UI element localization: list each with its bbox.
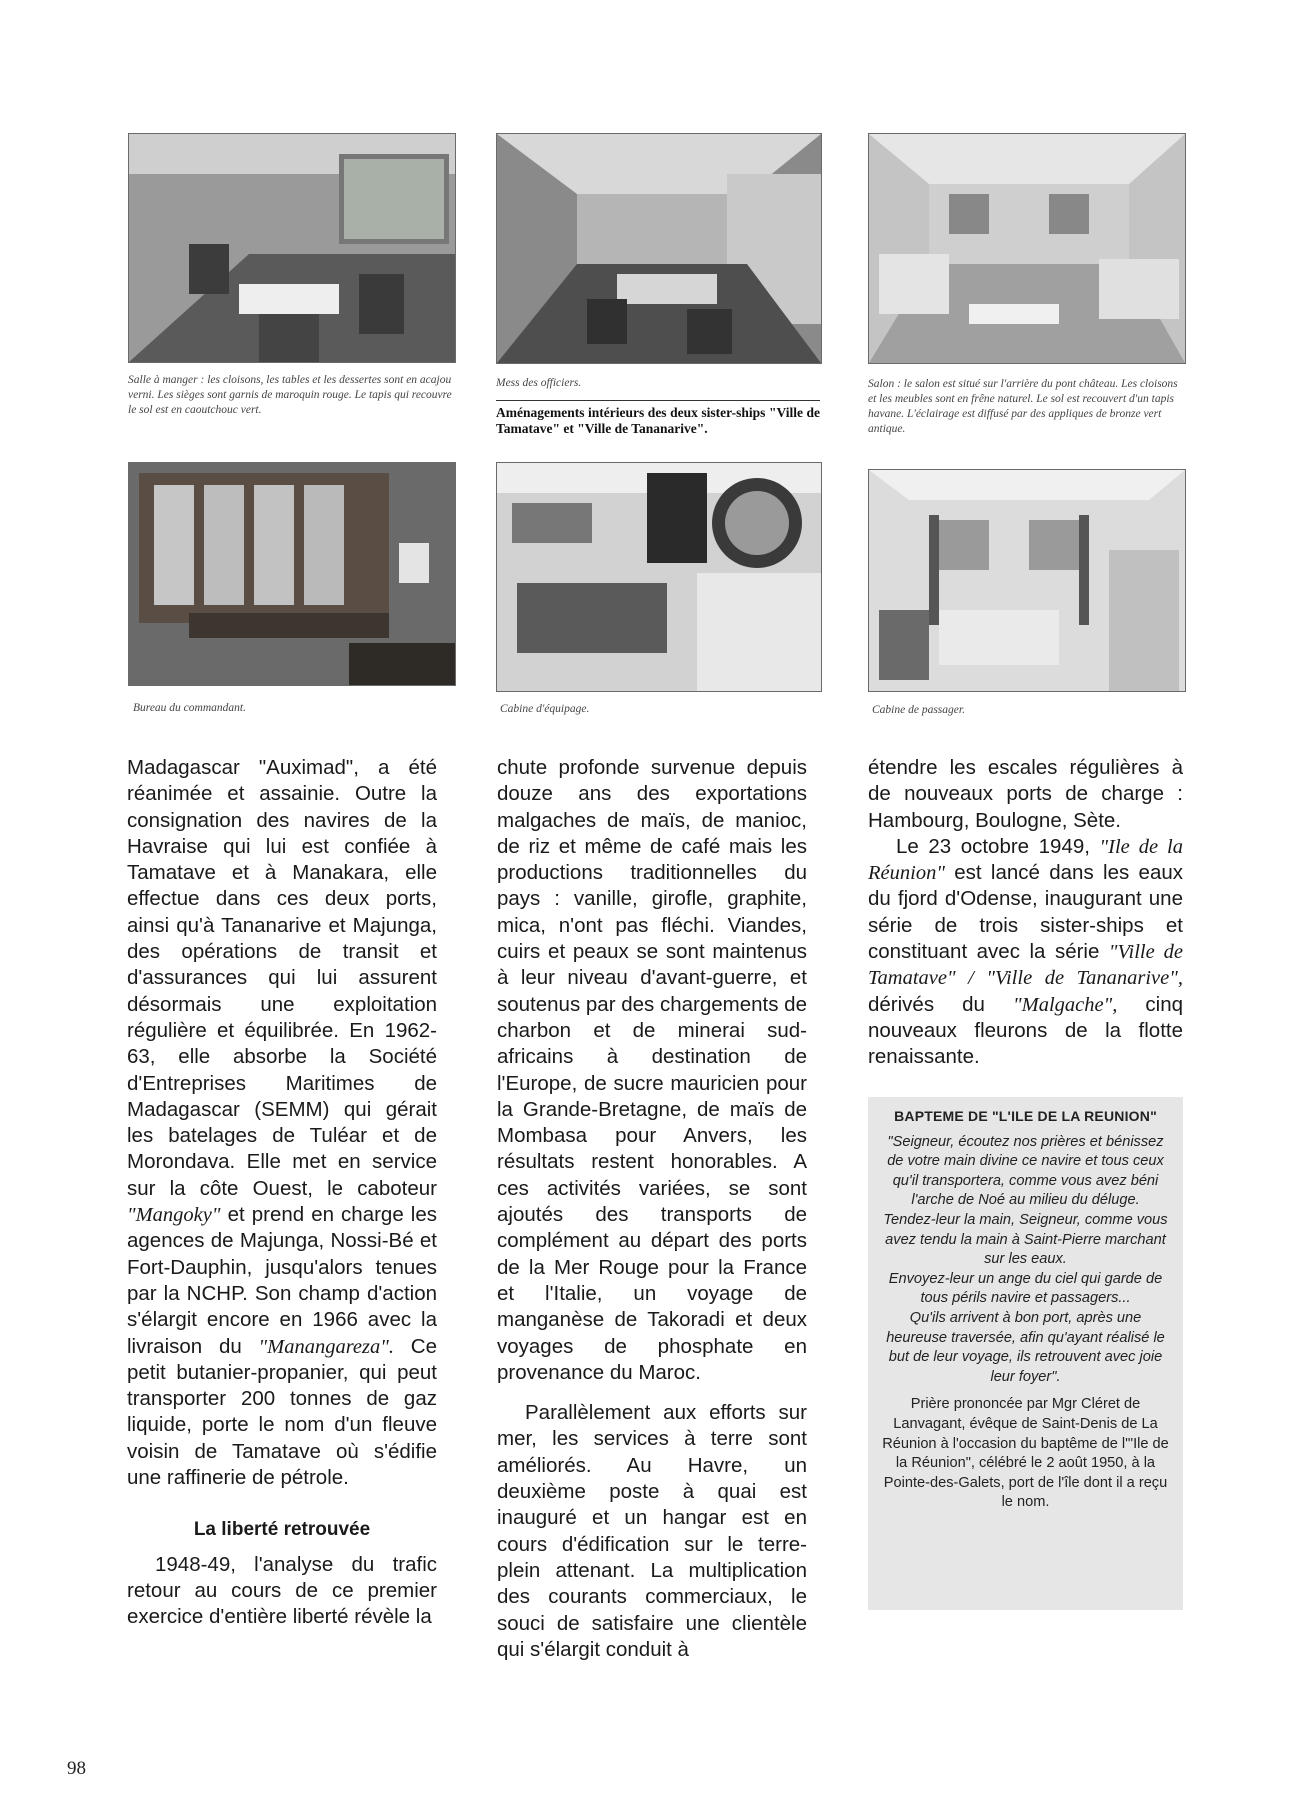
photo-caption-salon: Salon : le salon est situé sur l'arrière du pont château. Les cloisons et les meubles sont en frêne naturel. Le sol est recouvert d'un tapis havane. L'éclairage est diffusé par des appliques de bronze vert antique. <box>868 378 1178 435</box>
column3-text-b: est lancé dans les eaux du fjord d'Odense, inaugurant une série de trois sister-ships et constituant avec la série <box>868 861 1184 964</box>
ship-name-ile-de-la-reunion: "Ile de la Réunion" <box>868 835 1184 885</box>
ship-name-malgache: "Malgache", <box>1013 993 1118 1016</box>
column3-paragraph-2 <box>868 834 1183 1071</box>
prayer-line-4: Qu'ils arrivent à bon port, après une heureuse traversée, afin qu'ayant réalisé le but de leur voyage, ils retrouvent avec joie leur foyer". <box>886 1309 1165 1385</box>
column1-paragraph <box>127 755 437 1491</box>
box-title: BAPTEME DE "L'ILE DE LA REUNION" <box>894 1108 1157 1124</box>
page-number: 98 <box>67 1758 86 1779</box>
photo-crew-cabin <box>496 462 822 692</box>
text-column-2 <box>497 755 807 1663</box>
photo-caption-officers-mess: Mess des officiers. <box>496 377 582 389</box>
photo-salon <box>868 133 1186 364</box>
column3-paragraph-1: étendre les escales régulières à de nouveaux ports de charge : Hambourg, Boulogne, Sète. <box>868 756 1183 832</box>
photo-caption-dining-room: Salle à manger : les cloisons, les tables et les dessertes sont en acajou verni. Les sièges sont garnis de maroquin rouge. Le tapis qui recouvre le sol est en caoutchouc vert. <box>128 374 452 416</box>
photo-caption-passenger-cabin: Cabine de passager. <box>872 704 965 716</box>
prayer-line-3: Envoyez-leur un ange du ciel qui garde de tous périls navire et passagers... <box>888 1270 1163 1307</box>
ship-name-mangoky: "Mangoky" <box>127 1204 221 1227</box>
column1-text-b: et prend en charge les agences de Majunga, Nossi-Bé et Fort-Dauphin, jusqu'alors tenues par la NCHP. Son champ d'action s'élargit encore en 1966 avec la livraison du <box>127 1203 437 1358</box>
column3-text-a: Le 23 octobre 1949, <box>896 834 1090 858</box>
prayer-attribution: Prière prononcée par Mgr Cléret de Lanvagant, évêque de Saint-Denis de La Réunion à l'occasion du baptême de l'"Ile de la Réunion", célébré le 2 août 1950, à la Pointe-des-Galets, port de l'île dont il a reçu le nom. <box>882 1396 1169 1511</box>
photo-captain-office <box>128 462 456 686</box>
text-column-1 <box>127 755 437 1631</box>
text-column-3 <box>868 755 1183 1071</box>
ship-name-ville-series: "Ville de Tamatave" / "Ville de Tananarive", <box>868 941 1183 990</box>
photo-officers-mess <box>496 133 822 364</box>
column1-text-a: Madagascar "Auximad", a été réanimée et assainie. Outre la consignation des navires de la Havraise qui lui est confiée à Tamatave et à Manakara, elle effectue dans ces deux ports, ainsi qu'à Tananarive et Majunga, des opérations de transit et d'assurances qui lui assurent désormais une exploitation régulière et équilibrée. En 1962-63, elle absorbe la Société d'Entreprises Maritimes de Madagascar (SEMM) qui gérait les batelages de Tuléar et de Morondava. Elle met en service sur la côte Ouest, le caboteur <box>127 756 437 1200</box>
column3-text-c: dérivés du <box>868 992 985 1016</box>
column3-text-d: cinq nouveaux fleurons de la flotte renaissante. <box>868 992 1183 1069</box>
photo-caption-captain-office: Bureau du commandant. <box>133 702 246 714</box>
baptism-prayer-box <box>868 1097 1183 1610</box>
photo-dining-room <box>128 133 456 363</box>
prayer-line-1: "Seigneur, écoutez nos prières et bénissez de votre main divine ce navire et tous ceux qu'il transportera, comme vous avez béni l'arche de Noé au milieu du déluge. <box>887 1133 1164 1209</box>
section-banner: Aménagements intérieurs des deux sister-ships "Ville de Tamatave" et "Ville de Tananarive". <box>496 400 820 437</box>
section-subheading: La liberté retrouvée <box>193 1519 371 1541</box>
prayer-line-2: Tendez-leur la main, Seigneur, comme vous avez tendu la main à Saint-Pierre marchant sur les eaux. <box>883 1211 1168 1268</box>
column1-text-c: Ce petit butanier-propanier, qui peut transporter 200 tonnes de gaz liquide, porte le nom d'un fleuve voisin de Tamatave où s'édifie une raffinerie de pétrole. <box>127 1334 437 1490</box>
column2-paragraph-2: Parallèlement aux efforts sur mer, les services à terre sont améliorés. Au Havre, un deuxième poste à quai est inauguré et un hangar est en cours d'édification sur le terre-plein attenant. La multiplication des courants commerciaux, le souci de satisfaire une clientèle qui s'élargit conduit à <box>497 1401 807 1661</box>
photo-caption-crew-cabin: Cabine d'équipage. <box>500 703 590 715</box>
column2-paragraph-1: chute profonde survenue depuis douze ans des exportations malgaches de maïs, de manioc, de riz et même de café mais les productions traditionnelles du pays : vanille, girofle, graphite, mica, n'ont pas fléchi. Viandes, cuirs et peaux se sont maintenus à leur niveau d'avant-guerre, et soutenus par des chargements de charbon et de minerai sud-africains à destination de l'Europe, de sucre mauricien pour la Grande-Bretagne, de maïs de Mombasa pour Anvers, les résultats restent honorables. A ces activités variées, se sont ajoutés des transports de complément au départ des ports de la Mer Rouge pour la France et l'Italie, un voyage de manganèse de Takoradi et deux voyages de phosphate en provenance du Maroc. <box>497 756 807 1384</box>
photo-passenger-cabin <box>868 469 1186 692</box>
column1-paragraph-2: 1948-49, l'analyse du trafic retour au cours de ce premier exercice d'entière liberté révèle la <box>127 1552 437 1629</box>
ship-name-manangareza: "Manangareza". <box>258 1335 394 1358</box>
